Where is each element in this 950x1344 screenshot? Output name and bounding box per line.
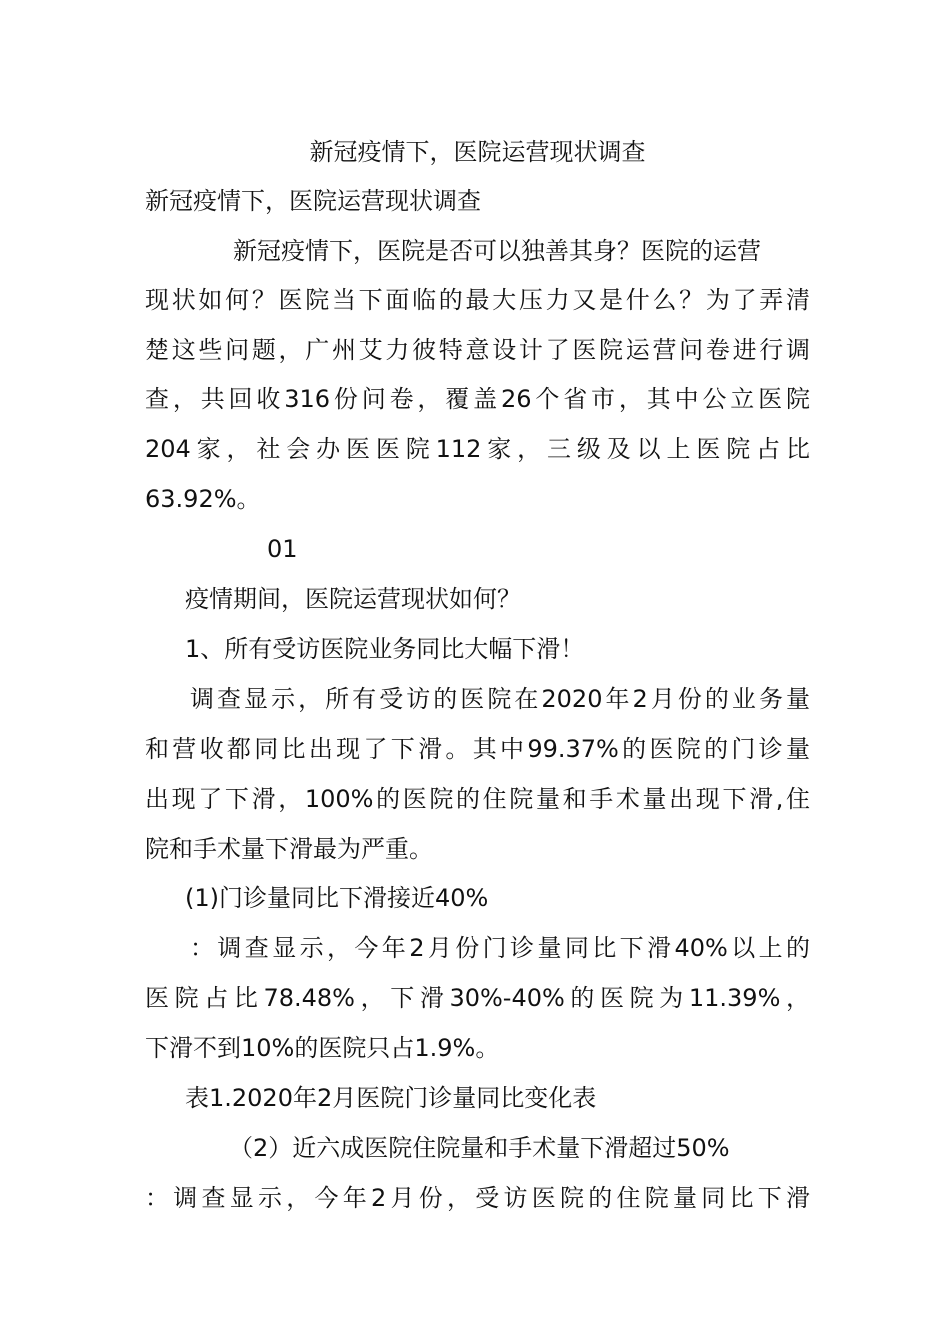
intro-line: 63.92%。 — [145, 485, 261, 513]
intro-line: 查，共回收316份问卷，覆盖26个省市，其中公立医院 — [145, 385, 810, 413]
intro-line: 204家，社会办医医院112家，三级及以上医院占比 — [145, 435, 810, 463]
table-caption: 表1.2020年2月医院门诊量同比变化表 — [185, 1084, 597, 1112]
point1-line: 和营收都同比出现了下滑。其中99.37%的医院的门诊量 — [145, 735, 810, 763]
sub2-line: ：调查显示，今年2月份，受访医院的住院量同比下滑 — [145, 1184, 810, 1212]
point1-line: 出现了下滑，100%的医院的住院量和手术量出现下滑,住 — [145, 785, 810, 813]
point1-heading: 1、所有受访医院业务同比大幅下滑！ — [185, 635, 585, 663]
intro-line: 现状如何？医院当下面临的最大压力又是什么？为了弄清 — [145, 286, 810, 314]
document-title: 新冠疫情下，医院运营现状调查 — [309, 138, 646, 166]
section-heading: 疫情期间，医院运营现状如何？ — [185, 585, 521, 613]
sub1-line: ：调查显示，今年2月份门诊量同比下滑40%以上的 — [190, 934, 810, 962]
section-number: 01 — [267, 535, 298, 563]
intro-line: 新冠疫情下，医院是否可以独善其身？医院的运营 — [233, 237, 761, 265]
sub1-line: 医院占比78.48%，下滑30%-40%的医院为11.39%， — [145, 984, 810, 1012]
sub1-line: 下滑不到10%的医院只占1.9%。 — [145, 1034, 500, 1062]
point1-line: 院和手术量下滑最为严重。 — [145, 835, 433, 863]
sub2-heading: （2）近六成医院住院量和手术量下滑超过50% — [229, 1134, 730, 1162]
sub1-heading: (1)门诊量同比下滑接近40% — [185, 884, 489, 912]
document-subtitle: 新冠疫情下，医院运营现状调查 — [145, 187, 481, 215]
point1-line: 调查显示，所有受访的医院在2020年2月份的业务量 — [190, 685, 810, 713]
intro-line: 楚这些问题，广州艾力彼特意设计了医院运营问卷进行调 — [145, 336, 810, 364]
